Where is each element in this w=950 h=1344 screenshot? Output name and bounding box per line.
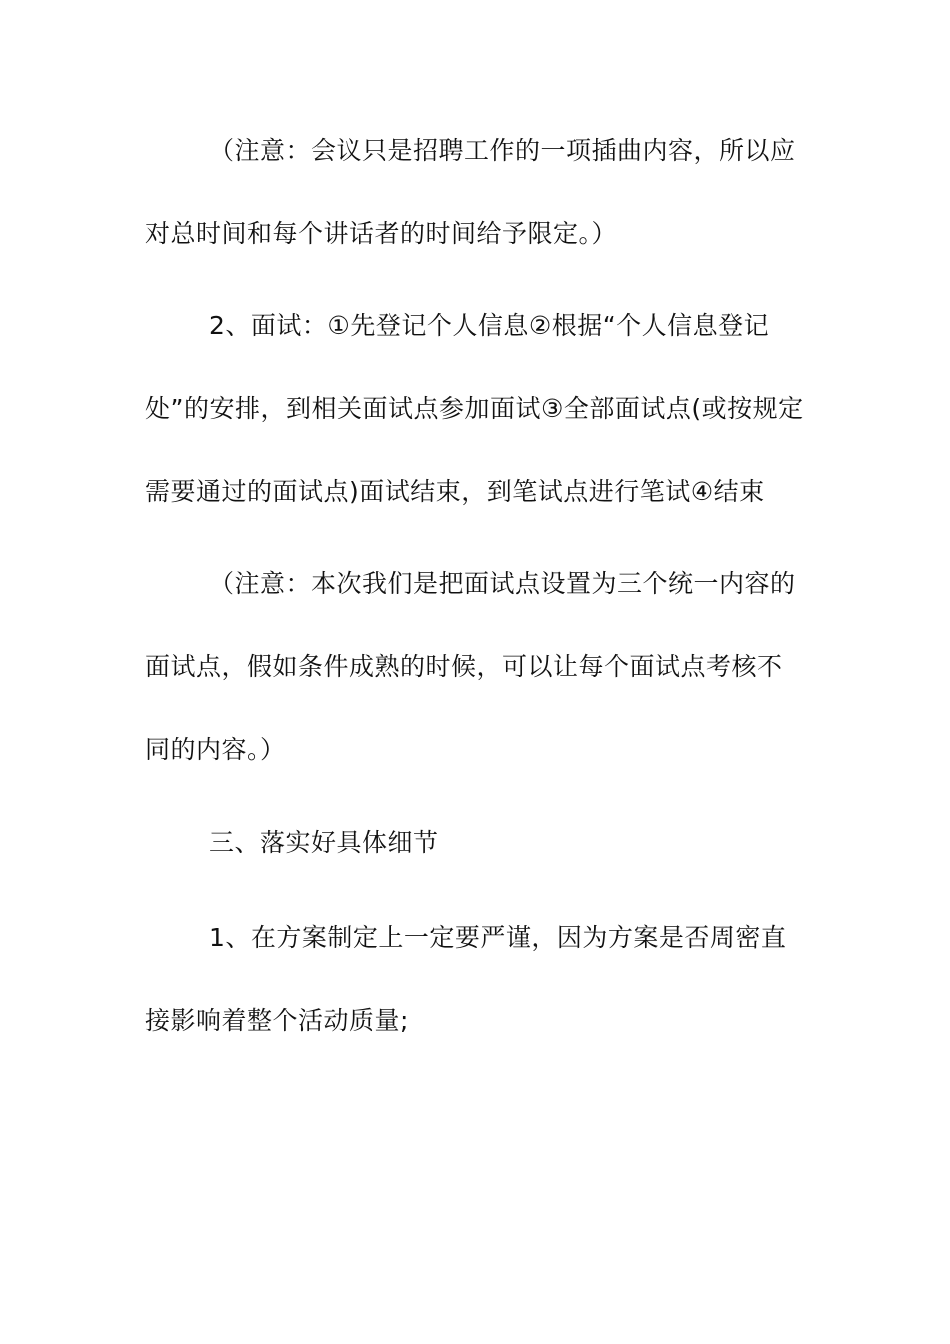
- paragraph-meeting-note: （注意：会议只是招聘工作的一项插曲内容，所以应对总时间和每个讲话者的时间给予限定。）: [145, 136, 796, 248]
- paragraph-interview-steps: 2、面试：①先登记个人信息②根据“个人信息登记处”的安排，到相关面试点参加面试③全部面试点(或按规定需要通过的面试点)面试结束，到笔试点进行笔试④结束: [145, 311, 804, 506]
- paragraph-interview-note: （注意：本次我们是把面试点设置为三个统一内容的面试点，假如条件成熟的时候，可以让每个面试点考核不同的内容。）: [145, 569, 796, 764]
- section-heading: 三、落实好具体细节: [209, 828, 439, 857]
- paragraph-plan-detail: 1、在方案制定上一定要严谨，因为方案是否周密直接影响着整个活动质量;: [145, 923, 787, 1035]
